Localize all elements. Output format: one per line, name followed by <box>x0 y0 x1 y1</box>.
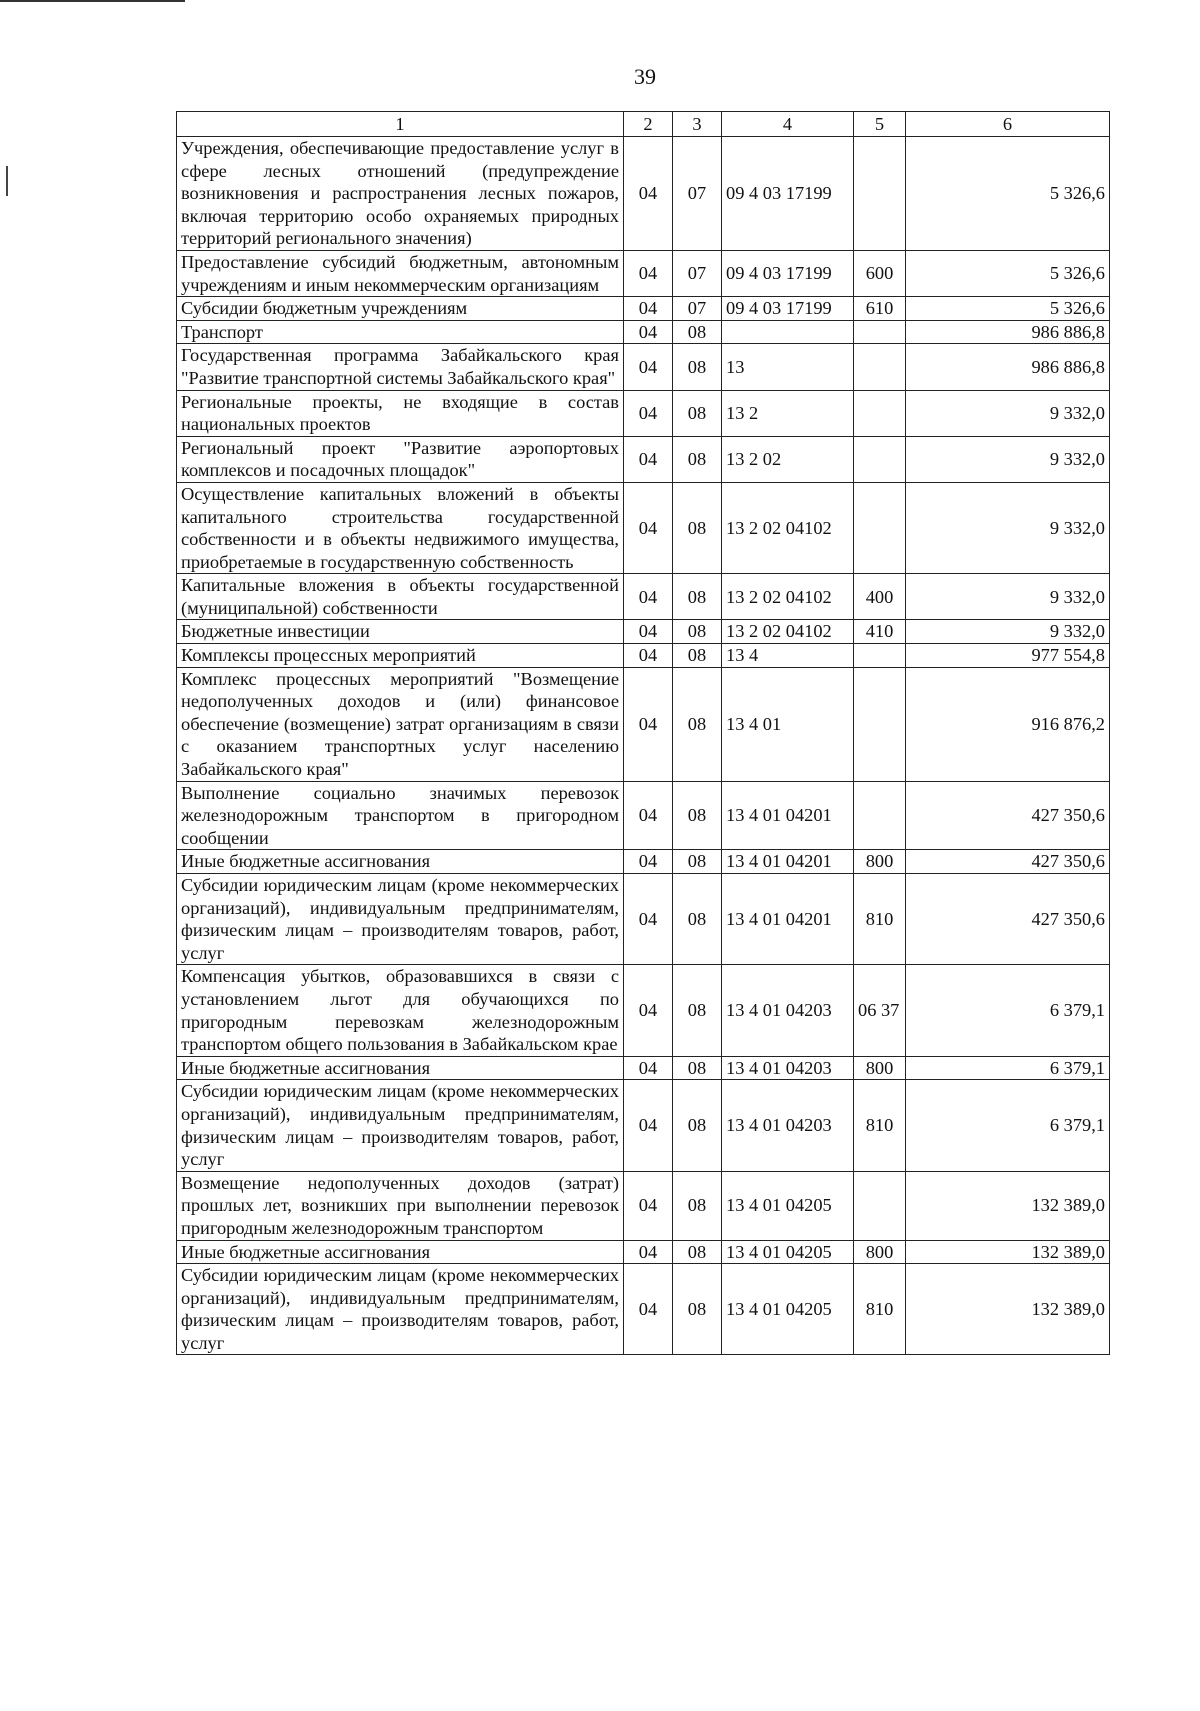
row-amount: 9 332,0 <box>906 482 1110 573</box>
row-expense-type: 800 <box>854 850 906 874</box>
row-amount: 6 379,1 <box>906 965 1110 1056</box>
table-row <box>177 482 1110 573</box>
row-expense-type: 610 <box>854 297 906 321</box>
row-target-code: 09 4 03 17199 <box>722 137 854 251</box>
row-name: Региональные проекты, не входящие в состав национальных проектов <box>177 390 624 436</box>
row-target-code: 13 4 01 04205 <box>722 1240 854 1264</box>
table-row <box>177 137 1110 251</box>
row-expense-type <box>854 644 906 668</box>
row-subsection: 08 <box>673 644 722 668</box>
row-amount: 6 379,1 <box>906 1080 1110 1171</box>
row-expense-type: 600 <box>854 250 906 296</box>
row-subsection: 08 <box>673 620 722 644</box>
row-amount: 427 350,6 <box>906 850 1110 874</box>
row-name: Субсидии юридическим лицам (кроме некоммерческих организаций), индивидуальным предпринимателям, физическим лицам – производителям товаров, работ, услуг <box>177 874 624 965</box>
row-target-code <box>722 320 854 344</box>
row-expense-type: 810 <box>854 1264 906 1355</box>
row-target-code: 13 4 01 <box>722 667 854 781</box>
row-name: Капитальные вложения в объекты государственной (муниципальной) собственности <box>177 574 624 620</box>
row-subsection: 07 <box>673 137 722 251</box>
row-section: 04 <box>624 850 673 874</box>
row-section: 04 <box>624 320 673 344</box>
row-amount: 132 389,0 <box>906 1171 1110 1240</box>
table-row <box>177 667 1110 781</box>
row-subsection: 08 <box>673 1264 722 1355</box>
page-number: 39 <box>634 64 656 89</box>
table-row <box>177 1240 1110 1264</box>
row-section: 04 <box>624 1056 673 1080</box>
row-expense-type <box>854 390 906 436</box>
table-row <box>177 1171 1110 1240</box>
row-subsection: 08 <box>673 850 722 874</box>
row-name: Субсидии юридическим лицам (кроме некоммерческих организаций), индивидуальным предпринимателям, физическим лицам – производителям товаров, работ, услуг <box>177 1080 624 1171</box>
row-expense-type <box>854 137 906 251</box>
scan-margin-mark <box>6 166 8 196</box>
row-name: Предоставление субсидий бюджетным, автономным учреждениям и иным некоммерческим организациям <box>177 250 624 296</box>
row-section: 04 <box>624 1171 673 1240</box>
row-amount: 5 326,6 <box>906 297 1110 321</box>
row-section: 04 <box>624 644 673 668</box>
row-section: 04 <box>624 344 673 390</box>
table-row <box>177 874 1110 965</box>
row-expense-type: 410 <box>854 620 906 644</box>
row-section: 04 <box>624 874 673 965</box>
row-subsection: 08 <box>673 1080 722 1171</box>
row-expense-type <box>854 1171 906 1240</box>
row-amount: 916 876,2 <box>906 667 1110 781</box>
row-name: Бюджетные инвестиции <box>177 620 624 644</box>
row-subsection: 08 <box>673 320 722 344</box>
row-name: Компенсация убытков, образовавшихся в связи с установлением льгот для обучающихся по пригородным перевозкам железнодорожным транспортом общего пользования в Забайкальском крае <box>177 965 624 1056</box>
header-col-1: 1 <box>177 112 624 137</box>
row-name: Государственная программа Забайкальского края "Развитие транспортной системы Забайкальского края" <box>177 344 624 390</box>
row-amount: 986 886,8 <box>906 344 1110 390</box>
row-target-code: 13 4 01 04201 <box>722 850 854 874</box>
row-target-code: 13 4 01 04201 <box>722 874 854 965</box>
row-target-code: 13 4 01 04201 <box>722 781 854 850</box>
table-row <box>177 1056 1110 1080</box>
scan-edge-line <box>0 0 185 2</box>
row-name: Комплекс процессных мероприятий "Возмещение недополученных доходов и (или) финансовое обеспечение (возмещение) затрат организациям в связи с оказанием транспортных услуг населению Забайкальского края" <box>177 667 624 781</box>
row-name: Иные бюджетные ассигнования <box>177 1240 624 1264</box>
row-subsection: 07 <box>673 297 722 321</box>
row-name: Осуществление капитальных вложений в объекты капитального строительства государственной собственности и в объекты недвижимого имущества, приобретаемые в государственную собственность <box>177 482 624 573</box>
table-row <box>177 250 1110 296</box>
row-target-code: 13 4 <box>722 644 854 668</box>
row-amount: 5 326,6 <box>906 137 1110 251</box>
table-row <box>177 781 1110 850</box>
row-name: Иные бюджетные ассигнования <box>177 850 624 874</box>
row-amount: 427 350,6 <box>906 781 1110 850</box>
row-subsection: 08 <box>673 1240 722 1264</box>
row-section: 04 <box>624 250 673 296</box>
row-subsection: 08 <box>673 1171 722 1240</box>
table-row <box>177 1264 1110 1355</box>
row-subsection: 08 <box>673 965 722 1056</box>
row-section: 04 <box>624 667 673 781</box>
row-amount: 132 389,0 <box>906 1240 1110 1264</box>
row-name: Транспорт <box>177 320 624 344</box>
table-row <box>177 390 1110 436</box>
row-name: Выполнение социально значимых перевозок железнодорожным транспортом в пригородном сообщении <box>177 781 624 850</box>
row-name: Субсидии юридическим лицам (кроме некоммерческих организаций), индивидуальным предпринимателям, физическим лицам – производителям товаров, работ, услуг <box>177 1264 624 1355</box>
row-expense-type <box>854 320 906 344</box>
header-col-3: 3 <box>673 112 722 137</box>
table-row <box>177 965 1110 1056</box>
row-expense-type: 810 <box>854 1080 906 1171</box>
table-row <box>177 1080 1110 1171</box>
row-amount: 9 332,0 <box>906 436 1110 482</box>
table-row <box>177 297 1110 321</box>
row-subsection: 08 <box>673 667 722 781</box>
header-col-4: 4 <box>722 112 854 137</box>
row-amount: 6 379,1 <box>906 1056 1110 1080</box>
row-section: 04 <box>624 482 673 573</box>
row-section: 04 <box>624 436 673 482</box>
row-target-code: 13 2 02 <box>722 436 854 482</box>
row-target-code: 13 <box>722 344 854 390</box>
table-row <box>177 850 1110 874</box>
header-col-2: 2 <box>624 112 673 137</box>
row-section: 04 <box>624 1264 673 1355</box>
row-expense-type <box>854 482 906 573</box>
row-amount: 132 389,0 <box>906 1264 1110 1355</box>
row-subsection: 08 <box>673 344 722 390</box>
row-subsection: 08 <box>673 781 722 850</box>
budget-table <box>176 111 1110 1355</box>
row-subsection: 08 <box>673 436 722 482</box>
row-amount: 427 350,6 <box>906 874 1110 965</box>
row-target-code: 09 4 03 17199 <box>722 250 854 296</box>
row-expense-type: 800 <box>854 1056 906 1080</box>
row-section: 04 <box>624 620 673 644</box>
row-target-code: 13 4 01 04205 <box>722 1171 854 1240</box>
table-row <box>177 644 1110 668</box>
row-section: 04 <box>624 965 673 1056</box>
row-amount: 5 326,6 <box>906 250 1110 296</box>
row-amount: 977 554,8 <box>906 644 1110 668</box>
row-amount: 9 332,0 <box>906 390 1110 436</box>
row-subsection: 08 <box>673 874 722 965</box>
row-amount: 9 332,0 <box>906 620 1110 644</box>
table-row <box>177 436 1110 482</box>
row-name: Иные бюджетные ассигнования <box>177 1056 624 1080</box>
row-amount: 9 332,0 <box>906 574 1110 620</box>
row-target-code: 13 4 01 04203 <box>722 965 854 1056</box>
row-subsection: 08 <box>673 390 722 436</box>
row-expense-type: 810 <box>854 874 906 965</box>
row-expense-type <box>854 667 906 781</box>
table-row <box>177 574 1110 620</box>
header-col-6: 6 <box>906 112 1110 137</box>
row-amount: 986 886,8 <box>906 320 1110 344</box>
row-section: 04 <box>624 297 673 321</box>
row-subsection: 08 <box>673 1056 722 1080</box>
row-expense-type: 800 <box>854 1240 906 1264</box>
header-row <box>177 112 1110 137</box>
row-target-code: 13 2 02 04102 <box>722 620 854 644</box>
row-section: 04 <box>624 390 673 436</box>
row-expense-type <box>854 781 906 850</box>
row-expense-type <box>854 436 906 482</box>
row-target-code: 13 2 02 04102 <box>722 482 854 573</box>
row-target-code: 13 4 01 04203 <box>722 1080 854 1171</box>
table-row <box>177 620 1110 644</box>
row-name: Возмещение недополученных доходов (затрат) прошлых лет, возникших при выполнении перевозок пригородным железнодорожным транспортом <box>177 1171 624 1240</box>
row-target-code: 13 4 01 04205 <box>722 1264 854 1355</box>
row-expense-type <box>854 344 906 390</box>
row-section: 04 <box>624 1080 673 1171</box>
table-row <box>177 320 1110 344</box>
row-name: Учреждения, обеспечивающие предоставление услуг в сфере лесных отношений (предупреждение возникновения и распространения лесных пожаров, включая территорию особо охраняемых природных территорий регионального значения) <box>177 137 624 251</box>
row-name: Комплексы процессных мероприятий <box>177 644 624 668</box>
row-target-code: 13 4 01 04203 <box>722 1056 854 1080</box>
row-name: Региональный проект "Развитие аэропортовых комплексов и посадочных площадок" <box>177 436 624 482</box>
row-subsection: 08 <box>673 482 722 573</box>
row-expense-type: 400 <box>854 574 906 620</box>
row-section: 04 <box>624 137 673 251</box>
row-section: 04 <box>624 781 673 850</box>
table-row <box>177 344 1110 390</box>
row-target-code: 13 2 <box>722 390 854 436</box>
row-target-code: 13 2 02 04102 <box>722 574 854 620</box>
row-expense-type: 06 37 <box>854 965 906 1056</box>
row-name: Субсидии бюджетным учреждениям <box>177 297 624 321</box>
row-section: 04 <box>624 1240 673 1264</box>
row-target-code: 09 4 03 17199 <box>722 297 854 321</box>
header-col-5: 5 <box>854 112 906 137</box>
row-subsection: 07 <box>673 250 722 296</box>
row-section: 04 <box>624 574 673 620</box>
row-subsection: 08 <box>673 574 722 620</box>
